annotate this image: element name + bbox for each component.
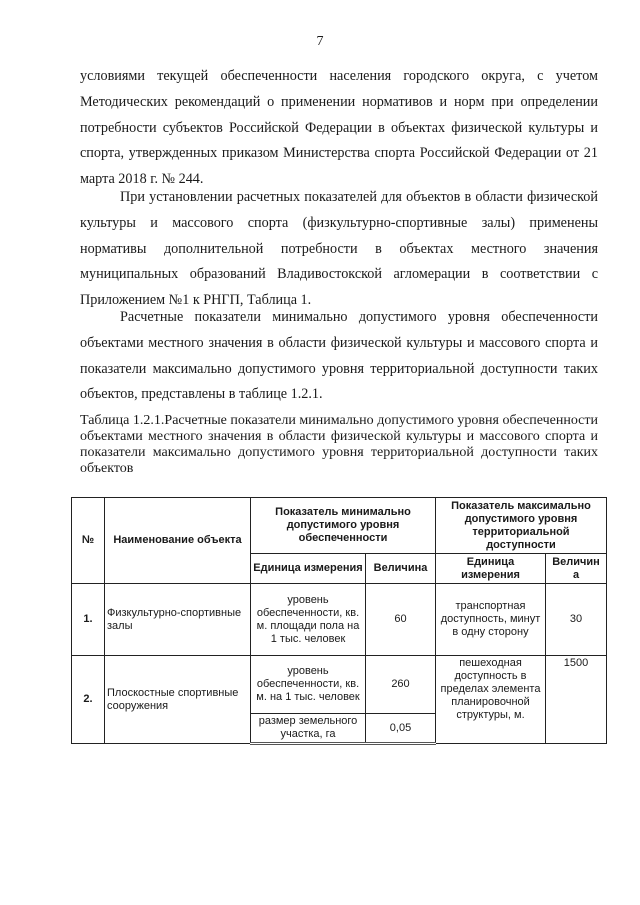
header-value-2: Величин а [546, 554, 607, 584]
norms-table [71, 497, 607, 745]
row-max-value: 30 [546, 584, 607, 656]
row-min-unit: уровень обеспеченности, кв. м. на 1 тыс. человек [251, 656, 366, 714]
table-row [72, 656, 607, 714]
row-min-unit: уровень обеспеченности, кв. м. площади пола на 1 тыс. человек [251, 584, 366, 656]
row-object: Плоскостные спортивные сооружения [105, 656, 251, 744]
row-min-value: 60 [366, 584, 436, 656]
header-unit: Единица измерения [251, 554, 366, 584]
table-caption: Таблица 1.2.1.Расчетные показатели минимально допустимого уровня обеспеченности объектами местного значения в области физической культуры и массового спорта и показатели максимально допустимого уровня территориальной доступности таких объектов [80, 413, 598, 476]
paragraph-1 [80, 64, 598, 193]
paragraph-2 [80, 185, 598, 314]
header-num: № [72, 498, 105, 584]
page-number: 7 [316, 34, 324, 49]
row-min-value: 260 [366, 656, 436, 714]
row-min-unit-b: размер земельного участка, га [251, 714, 366, 744]
table-row [72, 584, 607, 656]
row-num: 1. [72, 584, 105, 656]
row-num: 2. [72, 656, 105, 744]
row-max-value: 1500 [546, 656, 607, 744]
paragraph-2-text: При установлении расчетных показателей для объектов в области физической культуры и массового спорта (физкультурно-спортивные залы) применены нормативы дополнительной потребности в объектах местного значения муниципальных образований Владивостокской агломерации в соответствии с Приложением №1 к РНГП, Таблица 1. [80, 189, 598, 309]
row-max-unit: транспортная доступность, минут в одну сторону [436, 584, 546, 656]
header-value: Величина [366, 554, 436, 584]
header-unit-2: Единица измерения [436, 554, 546, 584]
header-min-group: Показатель минимально допустимого уровня обеспеченности [251, 498, 436, 554]
paragraph-3 [80, 305, 598, 408]
header-max-group: Показатель максимально допустимого уровня территориальной доступности [436, 498, 607, 554]
header-object: Наименование объекта [105, 498, 251, 584]
row-max-unit: пешеходная доступность в пределах элемента планировочной структуры, м. [436, 656, 546, 744]
paragraph-3-text: Расчетные показатели минимально допустимого уровня обеспеченности объектами местного значения в области физической культуры и массового спорта и показатели максимально допустимого уровня территориальной доступности таких объектов, представлены в таблице 1.2.1. [80, 309, 598, 403]
paragraph-1-text: условиями текущей обеспеченности населения городского округа, с учетом Методических рекомендаций о применении нормативов и норм при определении потребности субъектов Российской Федерации в объектах физической культуры и спорта, утвержденных приказом Министерства спорта Российской Федерации от 21 марта 2018 г. № 244. [80, 68, 598, 188]
table-header-row [72, 498, 607, 554]
row-object: Физкультурно-спортивные залы [105, 584, 251, 656]
row-min-value-b: 0,05 [366, 714, 436, 744]
